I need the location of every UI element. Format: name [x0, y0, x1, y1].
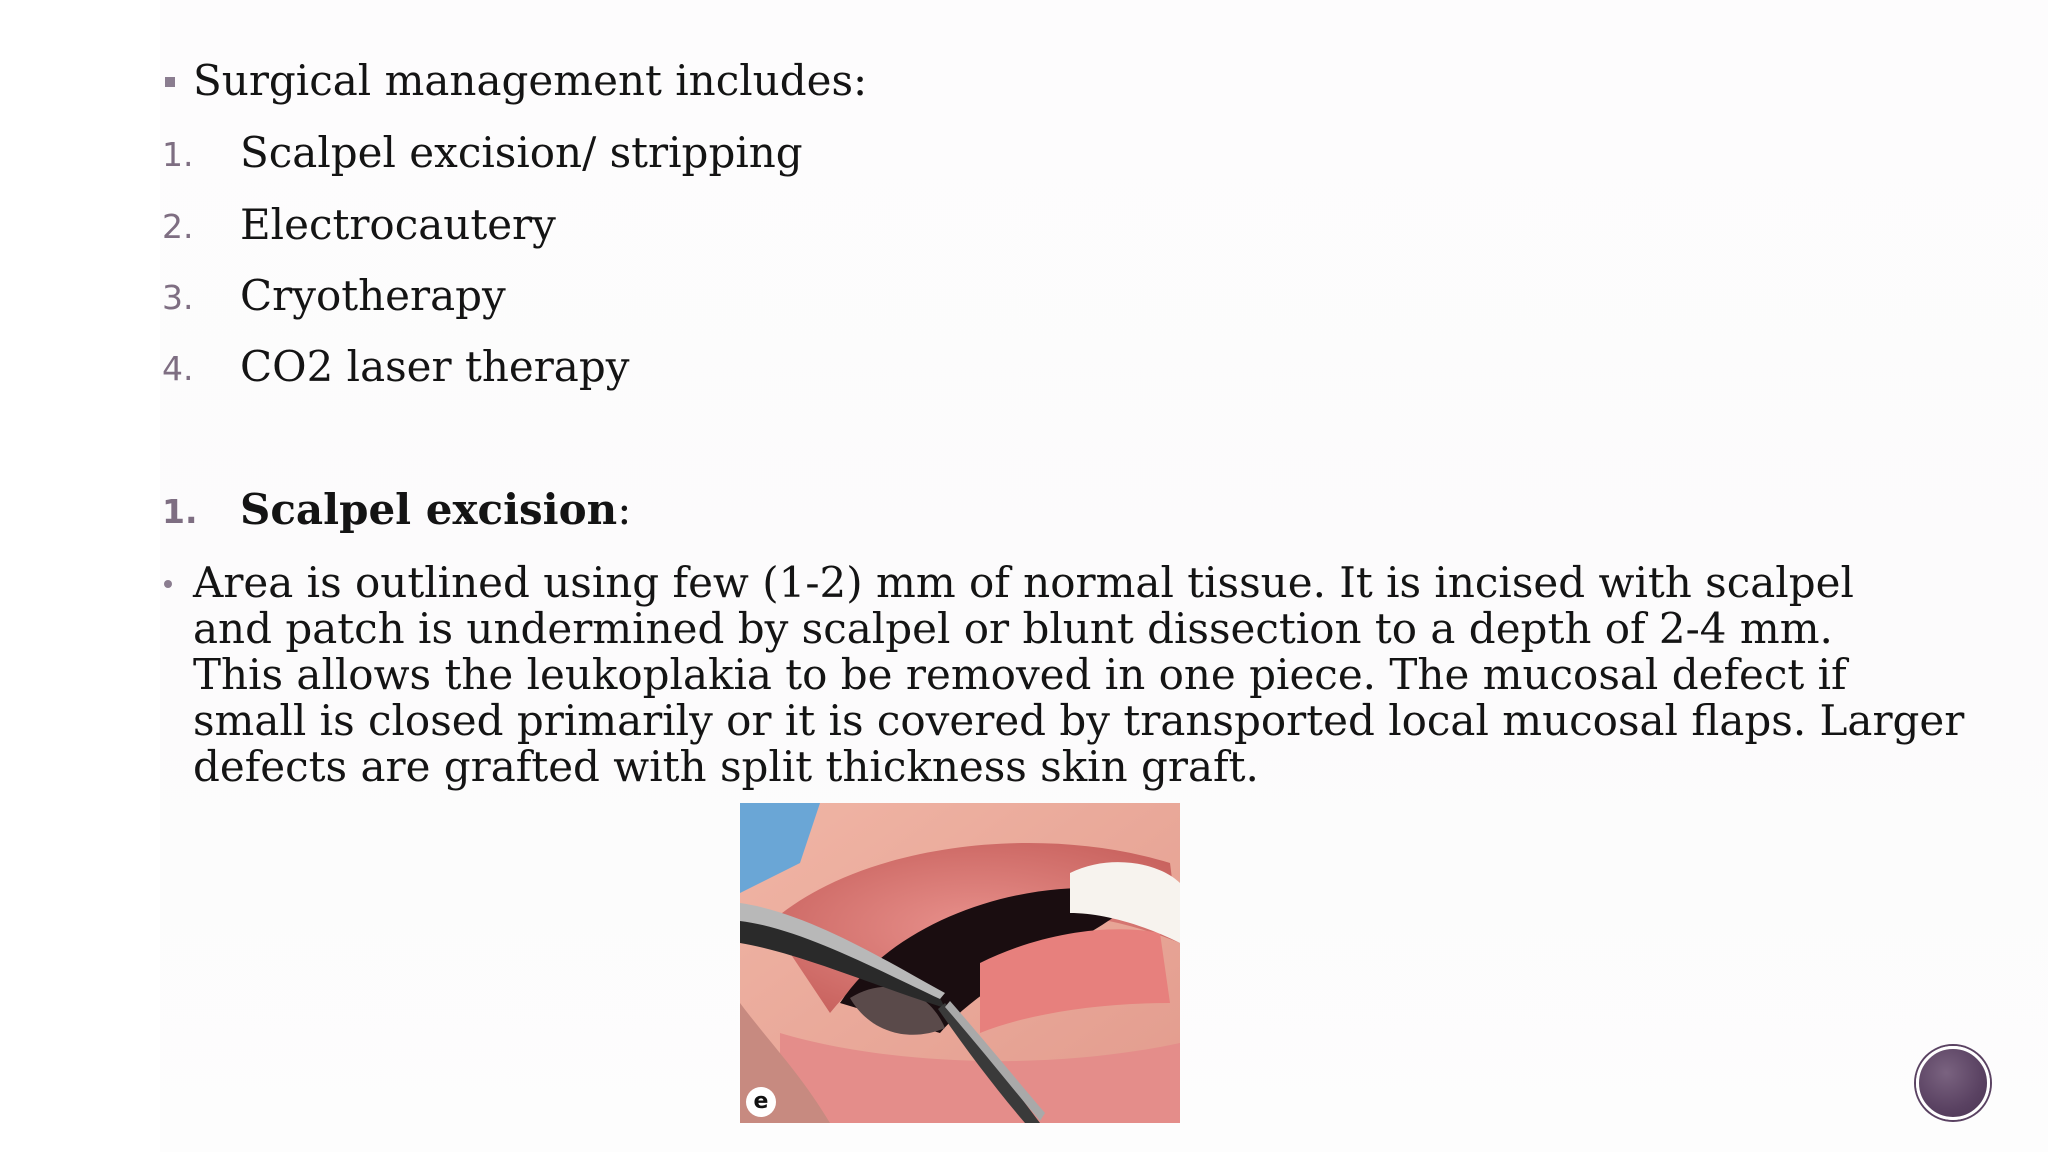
method-item-1: Scalpel excision/ stripping: [240, 128, 803, 177]
section-number: 1.: [162, 492, 198, 531]
method-item-4: CO2 laser therapy: [240, 342, 630, 391]
method-number-1: 1.: [162, 135, 194, 174]
description-line: small is closed primarily or it is covered by transported local mucosal flaps. Larger: [193, 696, 1965, 745]
method-item-2: Electrocautery: [240, 200, 556, 249]
section-heading-suffix: :: [617, 485, 632, 534]
description-line: defects are grafted with split thickness skin graft.: [193, 742, 1259, 791]
section-heading: [240, 486, 631, 534]
figure-label: e: [746, 1087, 776, 1117]
square-bullet-icon: [165, 77, 175, 87]
method-number-4: 4.: [162, 349, 194, 388]
description-paragraph: [193, 558, 1965, 791]
method-item-3: Cryotherapy: [240, 271, 506, 320]
description-line: Area is outlined using few (1-2) mm of normal tissue. It is incised with scalpel: [193, 558, 1854, 607]
description-line: This allows the leukoplakia to be removed in one piece. The mucosal defect if: [193, 650, 1847, 699]
clinical-photo: [740, 803, 1180, 1123]
description-line: and patch is undermined by scalpel or blunt dissection to a depth of 2-4 mm.: [193, 604, 1833, 653]
round-bullet-icon: [164, 580, 172, 588]
method-number-2: 2.: [162, 207, 194, 246]
navigation-circle-icon[interactable]: [1916, 1046, 1990, 1120]
intro-text: Surgical management includes:: [193, 56, 868, 105]
section-heading-title: Scalpel excision: [240, 485, 618, 534]
method-number-3: 3.: [162, 278, 194, 317]
